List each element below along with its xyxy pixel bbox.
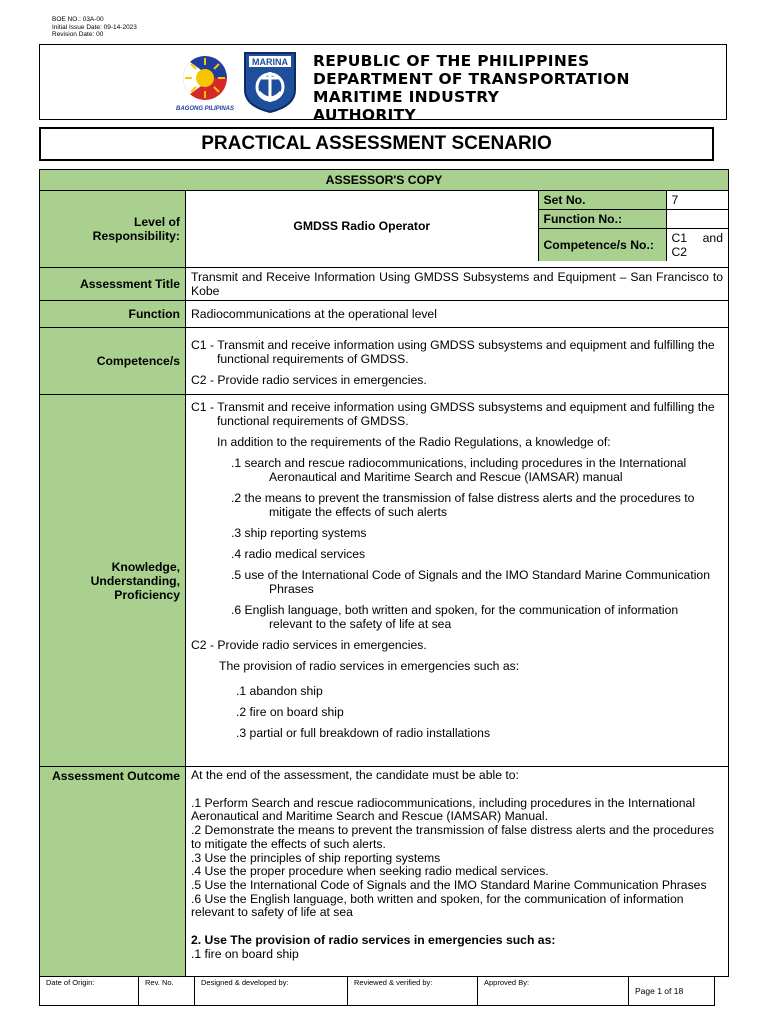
level-detail-table (186, 191, 728, 261)
bagong-pilipinas-logo (172, 52, 238, 114)
document-title: PRACTICAL ASSESSMENT SCENARIO (39, 127, 714, 161)
copy-row (40, 170, 729, 191)
competence-c1: C1 - Transmit and receive information using GMDSS subsystems and equipment and fulfilling the functional requirements of GMDSS. (191, 338, 715, 366)
outcome-item-2-1: .1 fire on board ship (191, 946, 299, 961)
kup-c1: C1 - Transmit and receive information using GMDSS subsystems and equipment and fulfilling the functional requirements of GMDSS. (191, 400, 715, 428)
kup-c2-item: .1 abandon ship (236, 684, 323, 698)
competences-row (40, 328, 729, 395)
footer-date-of-origin: Date of Origin: (40, 977, 139, 1006)
footer-approved-by: Approved By: (478, 977, 629, 1006)
function-no-value (666, 210, 728, 229)
footer-designed-by: Designed & developed by: (195, 977, 348, 1006)
level-value: GMDSS Radio Operator (186, 191, 538, 261)
kup-label: Knowledge, Understanding, Proficiency (40, 395, 186, 767)
outcome-intro: At the end of the assessment, the candidate must be able to: (191, 768, 519, 782)
function-label: Function (40, 301, 186, 328)
assessor-copy-label: ASSESSOR'S COPY (40, 170, 729, 191)
document-footer (39, 976, 715, 1006)
outcome-item: .6 Use the English language, both written and spoken, for the communication of information relevant to safety of life at sea (191, 891, 684, 920)
marina-logo (242, 50, 298, 114)
outcome-label: Assessment Outcome (40, 767, 186, 977)
competence-no-value: C1 and C2 (666, 229, 728, 262)
outcome-item: .1 Perform Search and rescue radiocommunications, including procedures in the International Aeronautical and Maritime Search and Rescue (IAMSAR) Manual. (191, 795, 696, 824)
assessment-title-value: Transmit and Receive Information Using GMDSS Subsystems and Equipment – San Francisco to Kobe (186, 268, 729, 301)
level-label: Level of Responsibility: (40, 191, 186, 268)
agency-line-3: MARITIME INDUSTRY (313, 88, 500, 106)
outcome-item: .4 Use the proper procedure when seeking radio medical services. (191, 864, 549, 879)
competence-c2: C2 - Provide radio services in emergencies. (191, 373, 427, 387)
outcome-row (40, 767, 729, 977)
kup-c2: C2 - Provide radio services in emergencies. (191, 638, 427, 652)
boe-number: BOE NO.: 03A-00 (52, 16, 104, 23)
revision-date: Revision Date: 00 (52, 31, 104, 38)
issue-date: Initial Issue Date: 09-14-2023 (52, 23, 137, 31)
bagong-pilipinas-wordmark: BAGONG PILIPINAS (175, 106, 235, 112)
agency-line-2: DEPARTMENT OF TRANSPORTATION (313, 70, 630, 88)
assessment-table (39, 169, 729, 977)
set-no-value: 7 (666, 191, 728, 210)
footer-reviewed-by: Reviewed & verified by: (348, 977, 478, 1006)
set-no-label: Set No. (538, 191, 666, 210)
assessment-title-row (40, 268, 729, 301)
kup-row (40, 395, 729, 767)
outcome-item: .2 Demonstrate the means to prevent the transmission of false distress alerts and the procedures to mitigate the effects of such alerts. (191, 823, 714, 851)
kup-item: .6 English language, both written and spoken, for the communication of information relevant to the safety of life at sea (231, 603, 679, 631)
function-value: Radiocommunications at the operational level (186, 301, 729, 328)
footer-page-number: Page 1 of 18 (629, 977, 715, 1006)
kup-c2-intro: The provision of radio services in emergencies such as: (219, 659, 520, 673)
kup-item: .3 ship reporting systems (231, 526, 367, 540)
kup-c2-item: .3 partial or full breakdown of radio installations (236, 726, 491, 740)
outcome-item: .5 Use the International Code of Signals and the IMO Standard Marine Communication Phrases (191, 877, 707, 892)
outcome-item: .3 Use the principles of ship reporting systems (191, 850, 441, 865)
marina-wordmark: MARINA (252, 57, 288, 67)
kup-item: .2 the means to prevent the transmission of false distress alerts and the procedures to mitigate the effects of such alerts (231, 491, 695, 519)
function-row (40, 301, 729, 328)
kup-c2-item: .2 fire on board ship (236, 705, 344, 719)
kup-item: .5 use of the International Code of Signals and the IMO Standard Marine Communication Phrases (231, 568, 710, 596)
kup-intro: In addition to the requirements of the Radio Regulations, a knowledge of: (217, 435, 611, 449)
kup-item: .1 search and rescue radiocommunications, including procedures in the International Aeronautical and Maritime Search and Rescue (IAMSAR) manual (231, 456, 687, 484)
agency-line-1: REPUBLIC OF THE PHILIPPINES (313, 52, 590, 70)
function-no-label: Function No.: (538, 210, 666, 229)
footer-rev-no: Rev. No. (139, 977, 195, 1006)
agency-line-4: AUTHORITY (313, 106, 417, 124)
assessment-title-label: Assessment Title (40, 268, 186, 301)
level-row (40, 191, 729, 268)
kup-item: .4 radio medical services (231, 547, 366, 561)
competences-label: Competence/s (40, 328, 186, 395)
document-meta (52, 16, 137, 39)
agency-name (313, 52, 630, 124)
competence-no-label: Competence/s No.: (538, 229, 666, 262)
outcome-heading-2: 2. Use The provision of radio services in emergencies such as: (191, 933, 556, 948)
